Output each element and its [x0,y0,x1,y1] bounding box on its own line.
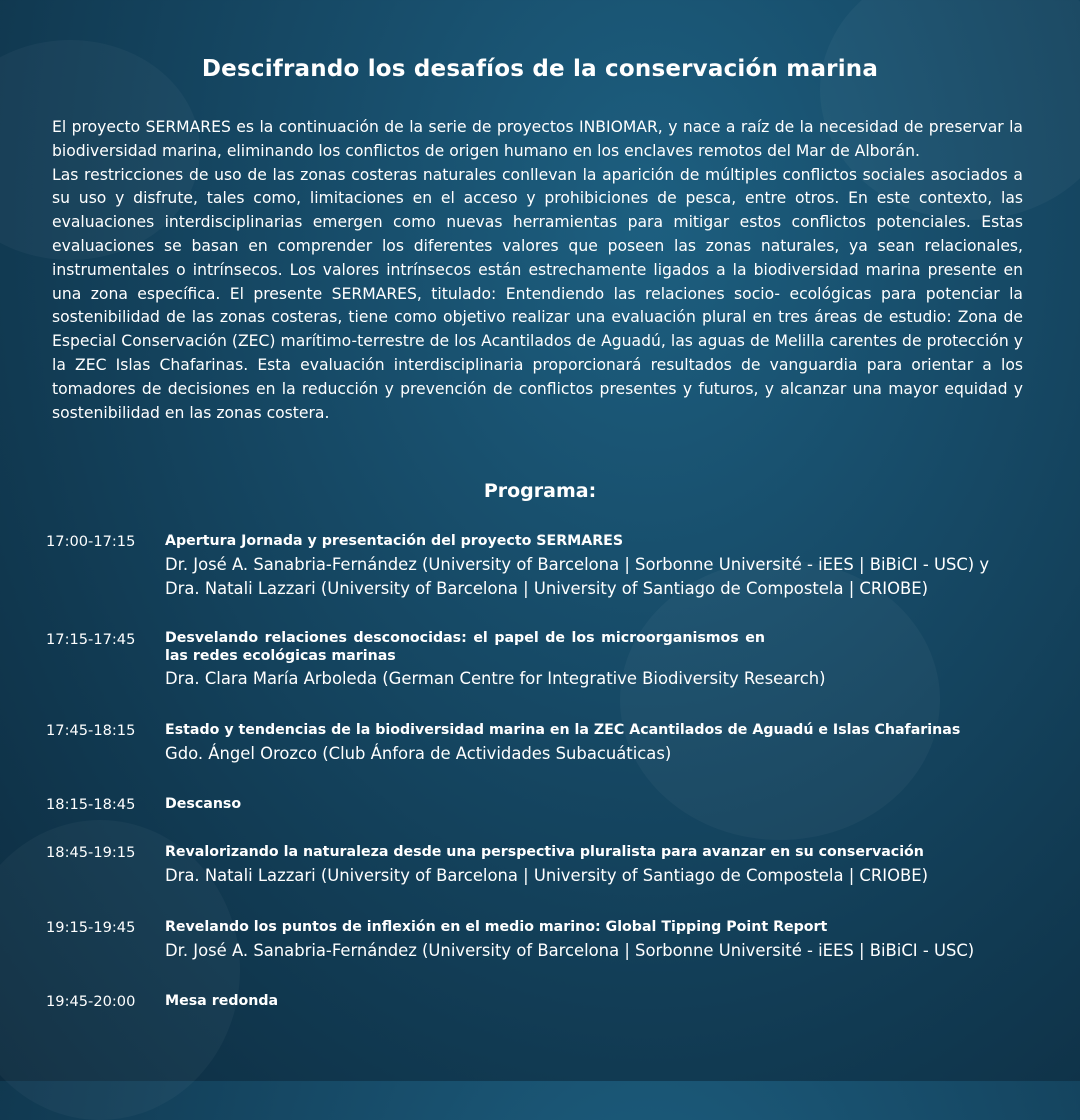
schedule-time: 17:00-17:15 [46,533,136,550]
talk-title: Mesa redonda [165,993,279,1009]
schedule-time: 19:45-20:00 [46,993,136,1010]
schedule-content [165,917,1035,963]
program-heading: Programa: [483,480,597,502]
speaker-line: Dra. Clara María Arboleda (German Centre for Integrative Biodiversity Research) [165,669,826,688]
page-title: Descifrando los desafíos de la conservación marina [201,56,879,82]
intro-text [52,116,1023,425]
speaker-line: Dr. José A. Sanabria-Fernández (University of Barcelona | Sorbonne Université - iEES | BiBiCI - USC) [165,941,975,960]
schedule-time: 18:15-18:45 [46,796,136,813]
talk-title: Descanso [165,796,242,812]
schedule-content [165,720,1035,766]
schedule-time: 17:45-18:15 [46,722,136,739]
schedule-content [165,531,1035,601]
schedule-content [165,629,1035,691]
schedule-content [165,794,1035,814]
speaker-line: Dr. José A. Sanabria-Fernández (University of Barcelona | Sorbonne Université - iEES | BiBiCI - USC) y [165,555,990,574]
speaker-line: Dra. Natali Lazzari (University of Barcelona | University of Santiago de Compostela | CRIOBE) [165,866,928,885]
schedule-time: 18:45-19:15 [46,844,136,861]
schedule-content [165,991,1035,1011]
intro-paragraph: El proyecto SERMARES es la continuación de la serie de proyectos INBIOMAR, y nace a raíz de la necesidad de preservar la biodiversidad marina, eliminando los conflictos de origen humano en los enclaves remotos del Mar de Alborán. [52,118,1023,160]
talk-title: Desvelando relaciones desconocidas: el papel de los microorganismos en las redes ecológicas marinas [165,630,765,664]
talk-title: Apertura Jornada y presentación del proyecto SERMARES [165,533,624,549]
talk-title: Revalorizando la naturaleza desde una perspectiva pluralista para avanzar en su conservación [165,844,924,860]
talk-title: Revelando los puntos de inflexión en el medio marino: Global Tipping Point Report [165,919,828,935]
talk-title: Estado y tendencias de la biodiversidad marina en la ZEC Acantilados de Aguadú e Islas Chafarinas [165,722,961,738]
schedule-content [165,842,1035,888]
schedule-time: 19:15-19:45 [46,919,136,936]
speaker-line: Dra. Natali Lazzari (University of Barcelona | University of Santiago de Compostela | CRIOBE) [165,579,928,598]
schedule-time: 17:15-17:45 [46,631,136,648]
speaker-line: Gdo. Ángel Orozco (Club Ánfora de Actividades Subacuáticas) [165,744,672,763]
intro-paragraph: Las restricciones de uso de las zonas costeras naturales conllevan la aparición de múltiples conflictos sociales asociados a su uso y disfrute, tales como, limitaciones en el acceso y prohibiciones de pesca, entre otros. En este contexto, las evaluaciones interdisciplinarias emergen como nuevas herramientas para mitigar estos conflictos potenciales. Estas evaluaciones se basan en comprender los diferentes valores que poseen las zonas naturales, ya sean relacionales, instrumentales o intrínsecos. Los valores intrínsecos están estrechamente ligados a la biodiversidad marina presente en una zona específica. El presente SERMARES, titulado: Entendiendo las relaciones socio- ecológicas para potenciar la sostenibilidad de las zonas costeras, tiene como objetivo realizar una evaluación plural en tres áreas de estudio: Zona de Especial Conservación (ZEC) marítimo-terrestre de los Acantilados de Aguadú, las aguas de Melilla carentes de protección y la ZEC Islas Chafarinas. Esta evaluación interdisciplinaria proporcionará resultados de vanguardia para orientar a los tomadores de decisiones en la reducción y prevención de conflictos presentes y futuros, y alcanzar una mayor equidad y sostenibilidad en las zonas costera. [52,165,1023,422]
